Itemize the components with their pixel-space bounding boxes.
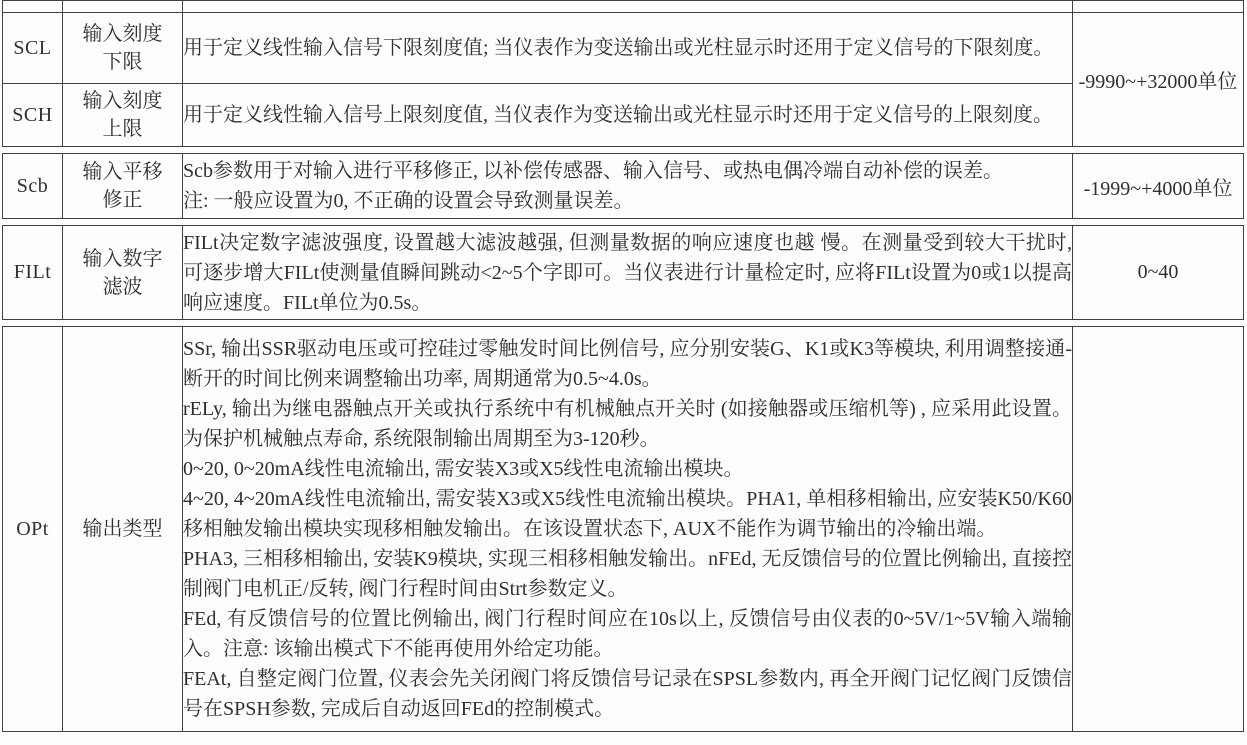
param-code: Scb (3, 154, 63, 219)
description-paragraph: FEd, 有反馈信号的位置比例输出, 阀门行程时间应在10s以上, 反馈信号由仪表的0~5V/1~5V输入端输入。注意: 该输出模式下不能再使用外给定功能。 (183, 608, 1072, 660)
param-code: SCH (3, 84, 63, 147)
param-description (183, 154, 1073, 219)
description-paragraph: 注: 一般应设置为0, 不正确的设置会导致测量误差。 (183, 190, 634, 212)
param-name-line: 修正 (102, 189, 143, 211)
param-name-line: 滤波 (102, 275, 143, 298)
description-paragraph: 4~20, 4~20mA线性电流输出, 需安装X3或X5线性电流输出模块。PHA1, 单相移相输出, 应安装K50/K60移相触发输出模块实现移相触发输出。在该设置状态下, AUX不能作为调节输出的冷输出端。 (183, 488, 1072, 540)
description-paragraph: FILt决定数字滤波强度, 设置越大滤波越强, 但测量数据的响应速度也越 慢。在测量受到较大干扰时, 可逐步增大FILt使测量值瞬间跳动<2~5个字即可。当仪表进行计量检定时, 应将FILt设置为0或1以提高响应速度。FILt单位为0.5s。 (183, 231, 1072, 314)
param-code: FILt (3, 226, 63, 320)
param-name-line: 下限 (102, 51, 143, 73)
empty-cell (3, 1, 63, 13)
description-paragraph: FEAt, 自整定阀门位置, 仪表会先关闭阀门将反馈信号记录在SPSL参数内, 再全开阀门记忆阀门反馈信号在SPSH参数, 完成后自动返回FEd的控制模式。 (183, 668, 1072, 720)
description-paragraph: 用于定义线性输入信号下限刻度值; 当仪表作为变送输出或光柱显示时还用于定义信号的下限刻度。 (183, 37, 1054, 59)
param-name-line: 输入刻度 (82, 90, 163, 112)
param-range: -9990~+32000单位 (1073, 13, 1244, 147)
param-name-line: 上限 (102, 118, 143, 140)
empty-cell (63, 1, 183, 13)
param-range: -1999~+4000单位 (1073, 154, 1244, 219)
param-name (63, 226, 183, 320)
parameter-table-block-2 (2, 153, 1244, 219)
param-name-line: 输入刻度 (82, 23, 163, 45)
param-name-line: 输入数字 (82, 247, 163, 270)
param-description (183, 327, 1073, 732)
param-code: SCL (3, 13, 63, 84)
description-paragraph: rELy, 输出为继电器触点开关或执行系统中有机械触点开关时 (如接触器或压缩机等) , 应采用此设置。为保护机械触点寿命, 系统限制输出周期至为3-120秒。 (183, 398, 1072, 450)
param-name (63, 13, 183, 84)
parameter-table-block-1 (2, 0, 1244, 147)
table-row-scb (3, 154, 1244, 219)
parameter-table-block-4 (2, 326, 1244, 732)
param-description (183, 226, 1073, 320)
param-name (63, 84, 183, 147)
empty-cell (1073, 1, 1244, 13)
param-code: OPt (3, 327, 63, 732)
table-row-cutoff (3, 1, 1244, 13)
param-name-line: 输出类型 (82, 518, 163, 540)
description-paragraph: 用于定义线性输入信号上限刻度值, 当仪表作为变送输出或光柱显示时还用于定义信号的上限刻度。 (183, 104, 1053, 126)
param-name-line: 输入平移 (82, 161, 163, 183)
description-paragraph: SSr, 输出SSR驱动电压或可控硅过零触发时间比例信号, 应分别安装G、K1或K3等模块, 利用调整接通-断开的时间比例来调整输出功率, 周期通常为0.5~4.0s。 (183, 338, 1072, 390)
description-paragraph: 0~20, 0~20mA线性电流输出, 需安装X3或X5线性电流输出模块。 (183, 458, 744, 480)
description-paragraph: PHA3, 三相移相输出, 安装K9模块, 实现三相移相触发输出。nFEd, 无反馈信号的位置比例输出, 直接控制阀门电机正/反转, 阀门行程时间由Strt参数定义。 (183, 548, 1072, 600)
table-row-filt (3, 226, 1244, 320)
table-row-scl (3, 13, 1244, 84)
table-row-sch (3, 84, 1244, 147)
parameter-table-block-3 (2, 225, 1244, 320)
param-range: 0~40 (1073, 226, 1244, 320)
param-name (63, 327, 183, 732)
param-description (183, 84, 1073, 147)
param-description (183, 13, 1073, 84)
description-paragraph: Scb参数用于对输入进行平移修正, 以补偿传感器、输入信号、或热电偶冷端自动补偿的误差。 (183, 160, 1003, 182)
param-name (63, 154, 183, 219)
table-row-opt (3, 327, 1244, 732)
param-range (1073, 327, 1244, 732)
empty-cell (183, 1, 1073, 13)
